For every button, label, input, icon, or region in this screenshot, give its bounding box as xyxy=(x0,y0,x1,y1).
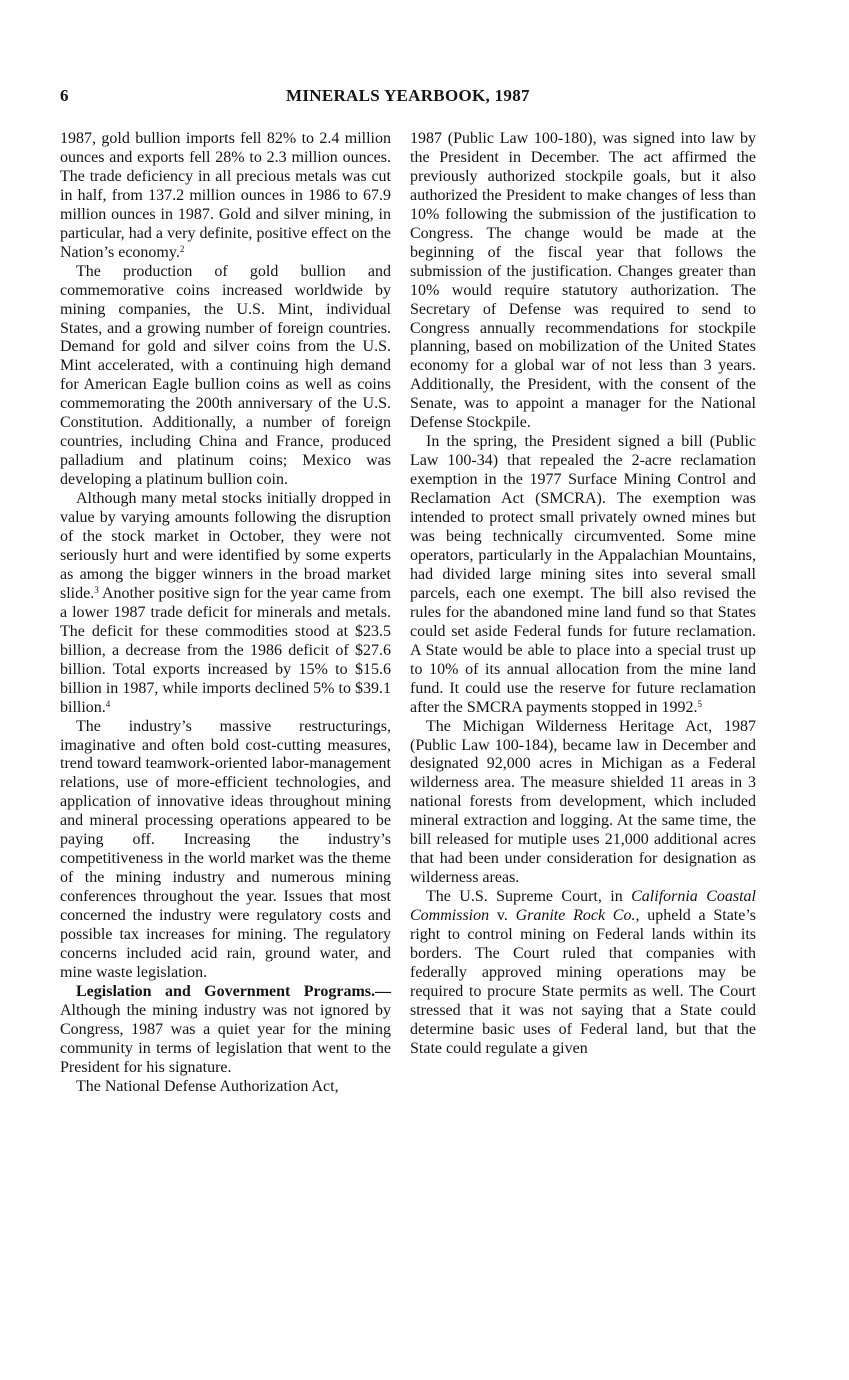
paragraph-text: The U.S. Supreme Court, in xyxy=(426,888,632,906)
paragraph: The production of gold bullion and commemorative coins increased worldwide by mining companies, the U.S. Mint, individual States, and a growing number of foreign countries. Demand for gold and silver coins from the U.S. Mint accelerated, with a continuing high demand for American Eagle bullion coins as well as coins commemorating the 200th anniversary of the U.S. Constitution. Additionally, a number of foreign countries, including China and France, produced palladium and platinum coins; Mexico was developing a platinum bullion coin. xyxy=(60,262,391,489)
paragraph xyxy=(60,130,391,263)
paragraph-text: Although the mining industry was not ignored by Congress, 1987 was a quiet year for the mining community in terms of legislation that went to the President for his signature. xyxy=(60,1001,391,1076)
footnote-ref: 4 xyxy=(105,698,111,709)
paragraph: The Michigan Wilderness Heritage Act, 1987 (Public Law 100-184), became law in December and designated 92,000 acres in Michigan as a Federal wilderness area. The measure shielded 11 areas in 3 national forests from development, which included mineral extraction and logging. At the same time, the bill released for mutiple uses 21,000 additional acres that had been under consideration for designation as wilderness areas. xyxy=(410,717,756,887)
case-name: California Coastal Commission xyxy=(410,888,756,925)
paragraph-text: Another positive sign for the year came from a lower 1987 trade deficit for minerals and metals. The deficit for these commodities stood at $23.5 billion, a decrease from the 1986 deficit of $27.6 billion. Total exports increased by 15% to $15.6 billion in 1987, while imports declined 5% to $39.1 billion. xyxy=(60,584,391,716)
left-column xyxy=(60,130,391,1097)
paragraph xyxy=(60,490,391,717)
section-heading: Legislation and Government Programs.— xyxy=(76,982,391,1000)
paragraph-text: In the spring, the President signed a bill (Public Law 100-34) that repealed the 2-acre reclamation exemption in the 1977 Surface Mining Control and Reclamation Act (SMCRA). The exemption was intended to protect small privately owned mines but was being technically circumvented. Some mine operators, particularly in the Appalachian Mountains, had divided large mining sites into several small parcels, each one exempt. The bill also revised the rules for the abandoned mine land fund so that States could set aside Federal funds for future reclamation. A State would be able to place into a special trust up to 10% of its annual allocation from the mine land fund. It could use the reserve for future reclamation after the SMCRA payments stopped in 1992. xyxy=(410,433,756,716)
running-title: MINERALS YEARBOOK, 1987 xyxy=(286,86,530,105)
paragraph-text: v. xyxy=(489,907,516,925)
paragraph xyxy=(410,433,756,717)
paragraph-text: upheld a State’s right to control mining on Federal lands within its borders. The Court ruled that companies with federally approved mining operations may be required to procure State permits as well. The Court stressed that it was not saying that a State could determine basic uses of Federal land, but that the State could regulate a given xyxy=(410,907,757,1057)
case-party: Granite Rock Co., xyxy=(515,907,640,925)
paragraph: The National Defense Authorization Act, xyxy=(76,1077,339,1095)
paragraph xyxy=(410,888,756,1059)
paragraph: The industry’s massive restructurings, imaginative and often bold cost-cutting measures, trend toward teamwork-oriented labor-management relations, use of more-efficient technologies, and application of innovative ideas throughout mining and mineral processing operations appeared to be paying off. Increasing the industry’s competitiveness in the world market was the theme of the mining industry and numerous mining conferences throughout the year. Issues that most concerned the industry were regulatory costs and possible tax increases for mining. The regulatory concerns included acid rain, ground water, and mine waste legislation. xyxy=(60,717,391,981)
right-column xyxy=(410,130,756,1059)
paragraph-text: Although many metal stocks initially dropped in value by varying amounts following the disruption of the stock market in October, they were not seriously hurt and were identified by some experts as among the bigger winners in the broad market slide. xyxy=(60,490,391,602)
paragraph: 1987 (Public Law 100-180), was signed into law by the President in December. The act affirmed the previously authorized stockpile goals, but it also authorized the President to make changes of less than 10% following the submission of the justification to Congress. The change would be made at the beginning of the fiscal year that follows the submission of the justification. Changes greater than 10% would require statutory authorization. The Secretary of Defense was required to send to Congress annually recommendations for stockpile planning, based on mobilization of the United States economy for a global war of not less than 3 years. Additionally, the President, with the consent of the Senate, was to appoint a manager for the National Defense Stockpile. xyxy=(410,130,756,432)
paragraph xyxy=(60,983,391,1078)
paragraph-text: 1987, gold bullion imports fell 82% to 2.4 million ounces and exports fell 28% to 2.3 million ounces. The trade deficiency in all precious metals was cut in half, from 137.2 million ounces in 1986 to 67.9 million ounces in 1987. Gold and silver mining, in particular, had a very definite, positive effect on the Nation’s economy. xyxy=(60,130,391,261)
footnote-ref: 5 xyxy=(697,698,703,709)
footnote-ref: 3 xyxy=(94,584,99,595)
page-number: 6 xyxy=(60,86,69,105)
footnote-ref: 2 xyxy=(179,243,185,254)
